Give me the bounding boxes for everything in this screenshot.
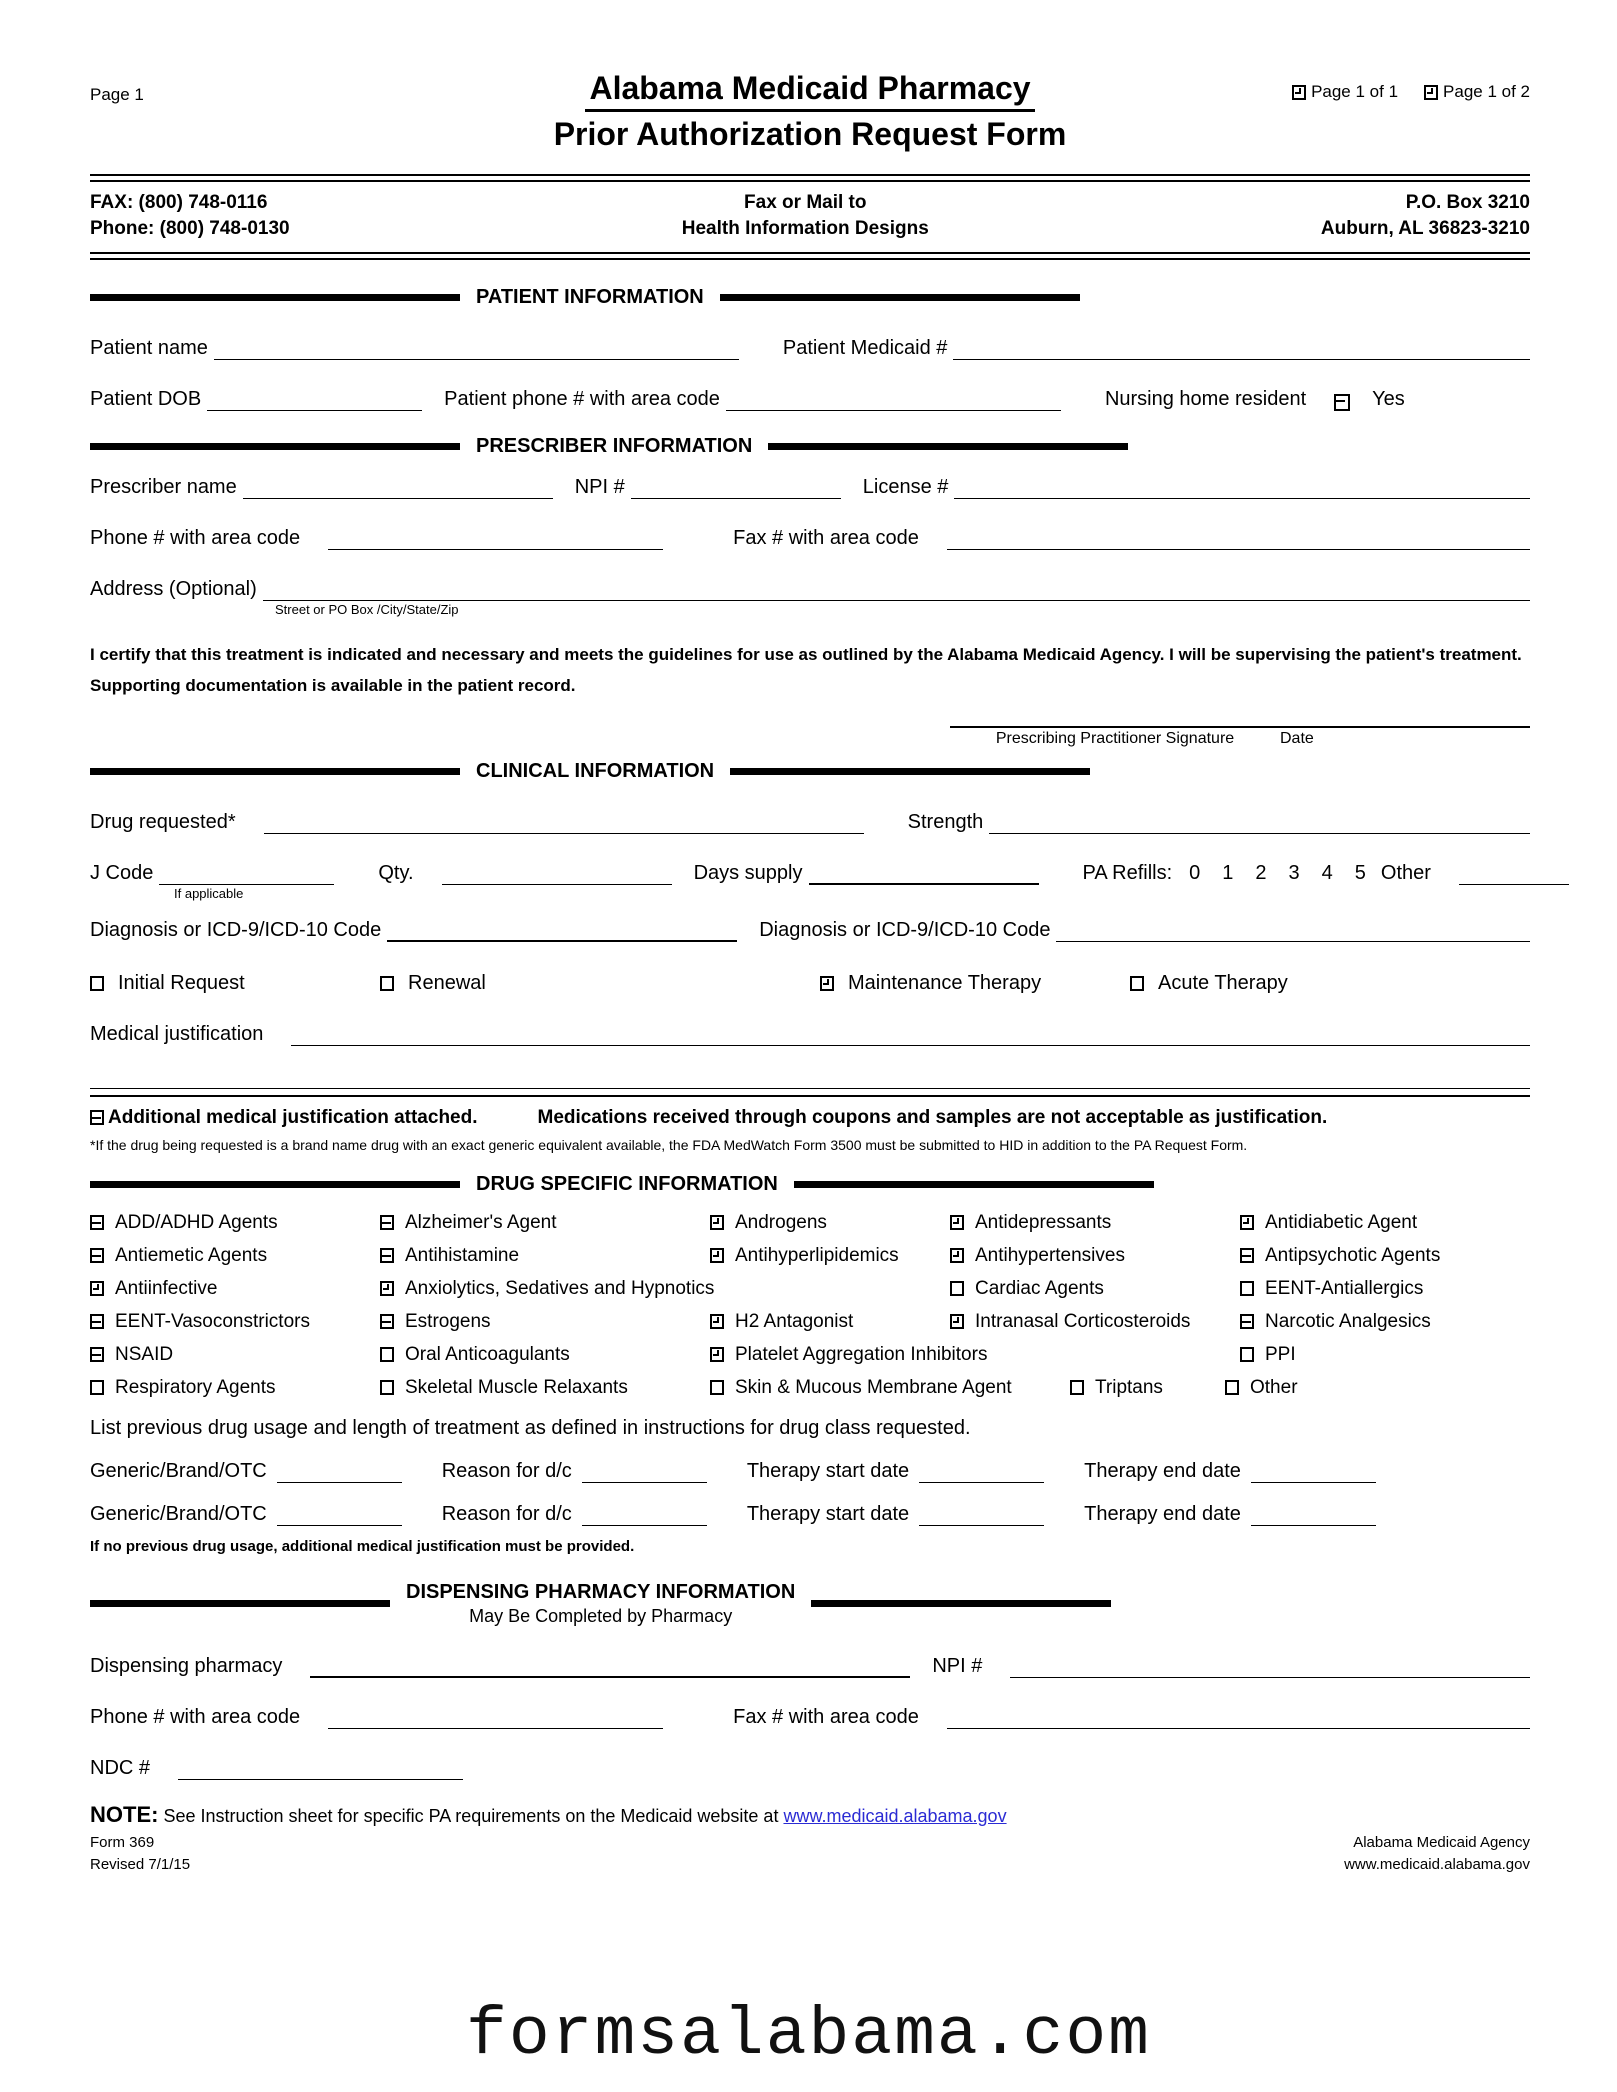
drug-class-anxiolytics[interactable]	[380, 1278, 950, 1300]
checkbox-icon[interactable]	[1240, 1347, 1254, 1362]
request-type-label: Renewal	[408, 971, 486, 994]
pa-refills-group	[1083, 862, 1437, 885]
section-header-drug	[90, 1173, 1530, 1196]
patient-medicaid-input[interactable]	[953, 340, 1530, 360]
jcode-label: J Code	[90, 861, 154, 884]
ndc-row	[90, 1757, 1530, 1780]
title-line-2: Prior Authorization Request Form	[553, 115, 1067, 152]
drug-class-antidepressants[interactable]	[950, 1212, 1240, 1234]
drug-class-label: EENT-Antiallergics	[1265, 1277, 1424, 1299]
note-label: NOTE:	[90, 1801, 159, 1827]
drug-class-label: Triptans	[1095, 1376, 1163, 1398]
drug-class-antihypertensives[interactable]	[950, 1245, 1240, 1267]
drug-class-label: Respiratory Agents	[115, 1376, 276, 1398]
drug-class-nsaid[interactable]	[90, 1344, 380, 1366]
jcode-row	[90, 862, 1530, 885]
therapy-end-date-label: Therapy end date	[1084, 1502, 1241, 1525]
diagnosis-input-1[interactable]	[387, 921, 737, 942]
section-bar-right	[811, 1600, 1111, 1607]
license-input[interactable]	[954, 479, 1530, 499]
section-bar-right	[720, 294, 1080, 301]
dispensing-pharmacy-label: Dispensing pharmacy	[90, 1654, 283, 1677]
section-header-patient	[90, 286, 1530, 309]
prescriber-phone-label: Phone # with area code	[90, 526, 301, 549]
drug-class-label: Skeletal Muscle Relaxants	[405, 1376, 628, 1398]
reason-for-dc-input[interactable]	[582, 1505, 707, 1526]
signature-row	[90, 726, 1530, 748]
drug-class-label: Antiinfective	[115, 1277, 218, 1299]
ndc-label: NDC #	[90, 1756, 151, 1779]
justification-divider	[90, 1095, 1530, 1097]
checkbox-icon[interactable]	[90, 1110, 104, 1125]
drug-class-antihistamine[interactable]	[380, 1245, 710, 1267]
section-subtitle: May Be Completed by Pharmacy	[469, 1605, 733, 1626]
mail-to-line-1: Fax or Mail to	[744, 191, 867, 213]
prescriber-name-input[interactable]	[243, 479, 553, 499]
address-label: Address (Optional)	[90, 577, 257, 600]
pa-refills-option-5[interactable]: 5	[1354, 861, 1366, 884]
patient-phone-label: Patient phone # with area code	[444, 387, 720, 410]
checkbox-icon[interactable]	[380, 1248, 394, 1263]
drug-class-label: Other	[1250, 1376, 1298, 1398]
section-bar-right	[794, 1181, 1154, 1188]
qty-input[interactable]	[442, 865, 672, 885]
medicaid-website-link[interactable]: www.medicaid.alabama.gov	[783, 1805, 1007, 1826]
drug-class-add-adhd[interactable]	[90, 1212, 380, 1234]
fax-number: FAX: (800) 748-0116	[90, 191, 268, 213]
instruction-note	[90, 1802, 1530, 1828]
drug-class-eent-vasoconstrictors[interactable]	[90, 1311, 380, 1333]
request-type-acute[interactable]	[1130, 972, 1288, 995]
drug-class-respiratory[interactable]	[90, 1377, 380, 1399]
pharmacy-fax-input[interactable]	[947, 1709, 1530, 1729]
drug-class-eent-antiallergics[interactable]	[1240, 1278, 1423, 1300]
therapy-end-date-input[interactable]	[1251, 1462, 1376, 1483]
section-title: CLINICAL INFORMATION	[476, 759, 715, 782]
drug-class-row	[90, 1311, 1530, 1333]
drug-class-label: Oral Anticoagulants	[405, 1343, 570, 1365]
no-previous-usage-note: If no previous drug usage, additional medical justification must be provided.	[90, 1537, 635, 1555]
request-type-label: Initial Request	[118, 971, 245, 994]
qty-label: Qty.	[378, 861, 414, 884]
checkbox-icon[interactable]	[1240, 1281, 1254, 1296]
checkbox-icon[interactable]	[710, 1380, 724, 1395]
generic-brand-otc-label: Generic/Brand/OTC	[90, 1502, 267, 1525]
page-option-label: Page 1 of 2	[1443, 82, 1530, 101]
medical-justification-row	[90, 1023, 1530, 1046]
drug-class-ppi[interactable]	[1240, 1344, 1296, 1366]
checkbox-icon[interactable]	[1240, 1215, 1254, 1230]
checkbox-icon[interactable]	[950, 1248, 964, 1263]
section-title: PATIENT INFORMATION	[476, 285, 704, 308]
drug-class-label: ADD/ADHD Agents	[115, 1211, 278, 1233]
diagnosis-input-2[interactable]	[1056, 922, 1530, 942]
jcode-input[interactable]	[159, 865, 334, 885]
jcode-sublabel: If applicable	[174, 885, 244, 901]
mail-to-line-2: Health Information Designs	[681, 218, 929, 240]
drug-class-label: Androgens	[735, 1211, 827, 1233]
request-type-row	[90, 972, 1530, 995]
pharmacy-npi-input[interactable]	[1010, 1658, 1530, 1678]
section-bar-left	[90, 294, 460, 301]
diagnosis-label-1: Diagnosis or ICD-9/ICD-10 Code	[90, 918, 382, 941]
days-supply-input[interactable]	[809, 864, 1039, 885]
prescriber-fax-label: Fax # with area code	[733, 526, 919, 549]
therapy-end-date-label: Therapy end date	[1084, 1459, 1241, 1482]
days-supply-label: Days supply	[693, 861, 803, 884]
generic-brand-otc-label: Generic/Brand/OTC	[90, 1459, 267, 1482]
note-text: See Instruction sheet for specific PA requirements on the Medicaid website at	[158, 1805, 784, 1826]
pa-refills-label: PA Refills:	[1082, 861, 1173, 884]
checkbox-icon[interactable]	[380, 1347, 394, 1362]
section-title: DISPENSING PHARMACY INFORMATION	[406, 1580, 796, 1603]
drug-class-row	[90, 1212, 1530, 1234]
generic-brand-otc-input[interactable]	[277, 1505, 402, 1526]
pa-refills-option-0[interactable]: 0	[1189, 861, 1201, 884]
reason-for-dc-input[interactable]	[582, 1462, 707, 1483]
section-bar-left	[90, 768, 460, 775]
drug-class-label: NSAID	[115, 1343, 174, 1365]
therapy-start-date-input[interactable]	[919, 1462, 1044, 1483]
checkbox-icon[interactable]	[90, 976, 104, 991]
drug-requested-input[interactable]	[264, 814, 864, 834]
drug-class-label: Antihypertensives	[975, 1244, 1125, 1266]
nursing-home-yes-label: Yes	[1372, 387, 1405, 410]
patient-phone-input[interactable]	[726, 391, 1061, 411]
prescriber-phone-input[interactable]	[328, 530, 663, 550]
medical-justification-input-1[interactable]	[291, 1026, 1530, 1046]
prescriber-address-row	[90, 578, 1530, 601]
page-marker: Page 1	[90, 85, 144, 104]
drug-class-alzheimers[interactable]	[380, 1212, 710, 1234]
previous-drug-row-1	[90, 1460, 1530, 1483]
reason-for-dc-label: Reason for d/c	[441, 1502, 572, 1525]
checkbox-icon[interactable]	[1070, 1380, 1084, 1395]
checkbox-icon[interactable]	[1225, 1380, 1239, 1395]
drug-class-antipsychotic[interactable]	[1240, 1245, 1440, 1267]
watermark: formsalabama.com	[466, 1997, 1151, 2074]
drug-class-triptans[interactable]	[1070, 1377, 1225, 1399]
section-title: DRUG SPECIFIC INFORMATION	[476, 1172, 778, 1195]
section-bar-left	[90, 1181, 460, 1188]
drug-class-other[interactable]	[1225, 1377, 1298, 1399]
checkbox-icon[interactable]	[950, 1215, 964, 1230]
section-bar-right	[730, 768, 1090, 775]
nursing-home-checkbox-icon[interactable]	[1334, 394, 1350, 411]
drug-class-row	[90, 1278, 1530, 1300]
patient-medicaid-label: Patient Medicaid #	[782, 336, 948, 359]
form-sheet	[90, 0, 1530, 1877]
drug-class-label: Antiemetic Agents	[115, 1244, 268, 1266]
prescriber-phone-row	[90, 527, 1530, 550]
drug-requested-label: Drug requested*	[90, 810, 236, 833]
page-option-1-of-1[interactable]	[1292, 82, 1398, 102]
drug-class-label: Anxiolytics, Sedatives and Hypnotics	[405, 1277, 715, 1299]
checkbox-icon[interactable]	[710, 1347, 724, 1362]
drug-class-row	[90, 1377, 1530, 1399]
checkbox-icon[interactable]	[1240, 1314, 1254, 1329]
checkbox-icon[interactable]	[710, 1215, 724, 1230]
drug-requested-row	[90, 811, 1530, 834]
patient-dob-input[interactable]	[207, 391, 422, 411]
pa-refills-other-label: Other	[1380, 861, 1431, 884]
patient-dob-row	[90, 388, 1530, 411]
request-type-renewal[interactable]	[380, 972, 820, 995]
ndc-input[interactable]	[178, 1760, 463, 1780]
page-option-group	[1292, 82, 1530, 102]
reason-for-dc-label: Reason for d/c	[441, 1459, 572, 1482]
pharmacy-phone-row	[90, 1706, 1530, 1729]
drug-class-antihyperlipidemics[interactable]	[710, 1245, 950, 1267]
brand-footnote: *If the drug being requested is a brand name drug with an exact generic equivalent available, the FDA MedWatch Form 3500 must be submitted to HID in addition to the PA Request Form.	[90, 1136, 1248, 1153]
checkbox-icon[interactable]	[90, 1380, 104, 1395]
patient-name-row	[90, 337, 1530, 360]
form-title	[90, 0, 1530, 154]
certification-text: I certify that this treatment is indicated and necessary and meets the guidelines for use as outlined by the Alabama Medicaid Agency. I will be supervising the patient's treatment. Supporting documentation is available in the patient record.	[90, 644, 1522, 696]
pa-refills-option-1[interactable]: 1	[1222, 861, 1234, 884]
checkbox-icon[interactable]	[1292, 85, 1306, 100]
checkbox-icon[interactable]	[90, 1248, 104, 1263]
strength-input[interactable]	[989, 814, 1530, 834]
prescriber-name-label: Prescriber name	[90, 475, 237, 498]
checkbox-icon[interactable]	[820, 976, 834, 991]
po-box: P.O. Box 3210	[1405, 191, 1530, 213]
prescriber-name-row	[90, 476, 1530, 499]
drug-class-label: Skin & Mucous Membrane Agent	[735, 1376, 1012, 1398]
city-state-zip: Auburn, AL 36823-3210	[1320, 218, 1530, 240]
checkbox-icon[interactable]	[90, 1347, 104, 1362]
therapy-end-date-input[interactable]	[1251, 1505, 1376, 1526]
checkbox-icon[interactable]	[380, 1215, 394, 1230]
drug-class-label: Antidepressants	[975, 1211, 1112, 1233]
drug-class-estrogens[interactable]	[380, 1311, 710, 1333]
drug-class-antiemetic[interactable]	[90, 1245, 380, 1267]
medical-justification-input-2[interactable]	[90, 1046, 1530, 1089]
drug-class-label: Antihistamine	[405, 1244, 520, 1266]
drug-class-oral-anticoagulants[interactable]	[380, 1344, 710, 1366]
drug-class-row	[90, 1245, 1530, 1267]
contact-block	[90, 182, 1530, 252]
checkbox-icon[interactable]	[950, 1314, 964, 1329]
npi-label: NPI #	[574, 475, 625, 498]
therapy-start-date-label: Therapy start date	[746, 1459, 910, 1482]
drug-class-label: Narcotic Analgesics	[1265, 1310, 1431, 1332]
pa-refills-option-4[interactable]: 4	[1321, 861, 1333, 884]
additional-justification-label: Additional medical justification attached.	[108, 1106, 478, 1128]
drug-class-antiinfective[interactable]	[90, 1278, 380, 1300]
patient-dob-label: Patient DOB	[90, 387, 202, 410]
pharmacy-npi-label: NPI #	[932, 1654, 983, 1677]
generic-brand-otc-input[interactable]	[277, 1462, 402, 1483]
revision-date: Revised 7/1/15	[90, 1856, 191, 1874]
page-option-label: Page 1 of 1	[1311, 82, 1399, 101]
section-header-clinical	[90, 760, 1530, 783]
checkbox-icon[interactable]	[950, 1281, 964, 1296]
drug-class-label: Antihyperlipidemics	[735, 1244, 899, 1266]
footer-row	[90, 1832, 1530, 1877]
npi-input[interactable]	[631, 479, 841, 499]
additional-justification-option[interactable]	[90, 1107, 478, 1129]
agency-name: Alabama Medicaid Agency	[1353, 1833, 1530, 1851]
previous-usage-instruction: List previous drug usage and length of treatment as defined in instructions for drug class requested.	[90, 1416, 971, 1439]
nursing-home-label: Nursing home resident	[1104, 387, 1307, 410]
checkbox-icon[interactable]	[90, 1314, 104, 1329]
diagnosis-row	[90, 919, 1530, 942]
drug-class-skeletal-muscle-relaxants[interactable]	[380, 1377, 710, 1399]
section-bar-left	[90, 1600, 390, 1607]
drug-class-narcotic-analgesics[interactable]	[1240, 1311, 1431, 1333]
request-type-maintenance[interactable]	[820, 972, 1130, 995]
address-input[interactable]	[263, 581, 1530, 601]
drug-class-label: Cardiac Agents	[975, 1277, 1104, 1299]
drug-class-row	[90, 1344, 1530, 1366]
header-divider	[90, 174, 1530, 182]
patient-name-label: Patient name	[90, 336, 208, 359]
pharmacy-phone-input[interactable]	[328, 1709, 663, 1729]
drug-class-label: PPI	[1265, 1343, 1296, 1365]
drug-class-label: Intranasal Corticosteroids	[975, 1310, 1191, 1332]
section-bar-left	[90, 443, 460, 450]
checkbox-icon[interactable]	[90, 1215, 104, 1230]
drug-class-cardiac[interactable]	[950, 1278, 1240, 1300]
drug-class-skin-mucous-membrane[interactable]	[710, 1377, 1070, 1399]
request-type-label: Maintenance Therapy	[848, 971, 1042, 994]
drug-class-label: Alzheimer's Agent	[405, 1211, 557, 1233]
section-title: PRESCRIBER INFORMATION	[476, 434, 753, 457]
checkbox-icon[interactable]	[1424, 85, 1438, 100]
request-type-label: Acute Therapy	[1158, 971, 1288, 994]
drug-class-label: EENT-Vasoconstrictors	[115, 1310, 310, 1332]
signature-label: Prescribing Practitioner Signature	[995, 729, 1235, 747]
drug-class-androgens[interactable]	[710, 1212, 950, 1234]
drug-class-platelet-aggregation[interactable]	[710, 1344, 1240, 1366]
checkbox-icon[interactable]	[1130, 976, 1144, 991]
diagnosis-label-2: Diagnosis or ICD-9/ICD-10 Code	[759, 918, 1051, 941]
drug-class-label: Antidiabetic Agent	[1265, 1211, 1418, 1233]
checkbox-icon[interactable]	[380, 1281, 394, 1296]
previous-drug-row-2	[90, 1503, 1530, 1526]
drug-class-antidiabetic[interactable]	[1240, 1212, 1417, 1234]
pharmacy-phone-label: Phone # with area code	[90, 1705, 301, 1728]
address-sublabel: Street or PO Box /City/State/Zip	[275, 601, 459, 617]
additional-justification-row	[90, 1107, 1530, 1129]
drug-class-intranasal-corticosteroids[interactable]	[950, 1311, 1240, 1333]
phone-number: Phone: (800) 748-0130	[90, 218, 290, 240]
drug-class-grid	[90, 1212, 1530, 1399]
checkbox-icon[interactable]	[380, 1380, 394, 1395]
section-header-prescriber	[90, 435, 1530, 458]
patient-name-input[interactable]	[214, 340, 739, 360]
checkbox-icon[interactable]	[710, 1248, 724, 1263]
checkbox-icon[interactable]	[1240, 1248, 1254, 1263]
title-line-1: Alabama Medicaid Pharmacy	[585, 70, 1034, 112]
agency-website: www.medicaid.alabama.gov	[1344, 1856, 1530, 1874]
checkbox-icon[interactable]	[710, 1314, 724, 1329]
section-bar-right	[768, 443, 1128, 450]
form-number: Form 369	[90, 1833, 155, 1851]
signature-date-label: Date	[1280, 729, 1314, 747]
page-option-1-of-2[interactable]	[1424, 82, 1530, 102]
drug-class-label: Antipsychotic Agents	[1265, 1244, 1441, 1266]
drug-class-h2-antagonist[interactable]	[710, 1311, 950, 1333]
pa-refills-option-2[interactable]: 2	[1255, 861, 1267, 884]
checkbox-icon[interactable]	[380, 1314, 394, 1329]
pa-refills-option-3[interactable]: 3	[1288, 861, 1300, 884]
section-header-pharmacy	[90, 1581, 1530, 1627]
pa-refills-other-input[interactable]	[1459, 865, 1569, 885]
contact-divider	[90, 252, 1530, 260]
drug-class-label: Platelet Aggregation Inhibitors	[735, 1343, 988, 1365]
license-label: License #	[862, 475, 949, 498]
prescriber-fax-input[interactable]	[947, 530, 1530, 550]
strength-label: Strength	[907, 810, 984, 833]
pharmacy-fax-label: Fax # with area code	[733, 1705, 919, 1728]
drug-class-label: Estrogens	[405, 1310, 491, 1332]
checkbox-icon[interactable]	[90, 1281, 104, 1296]
dispensing-pharmacy-input[interactable]	[310, 1657, 910, 1678]
therapy-start-date-label: Therapy start date	[746, 1502, 910, 1525]
therapy-start-date-input[interactable]	[919, 1505, 1044, 1526]
request-type-initial[interactable]	[90, 972, 380, 995]
checkbox-icon[interactable]	[380, 976, 394, 991]
dispensing-pharmacy-row	[90, 1655, 1530, 1678]
medical-justification-label: Medical justification	[90, 1022, 264, 1045]
drug-class-label: H2 Antagonist	[735, 1310, 854, 1332]
coupons-note: Medications received through coupons and samples are not acceptable as justification.	[537, 1106, 1328, 1128]
